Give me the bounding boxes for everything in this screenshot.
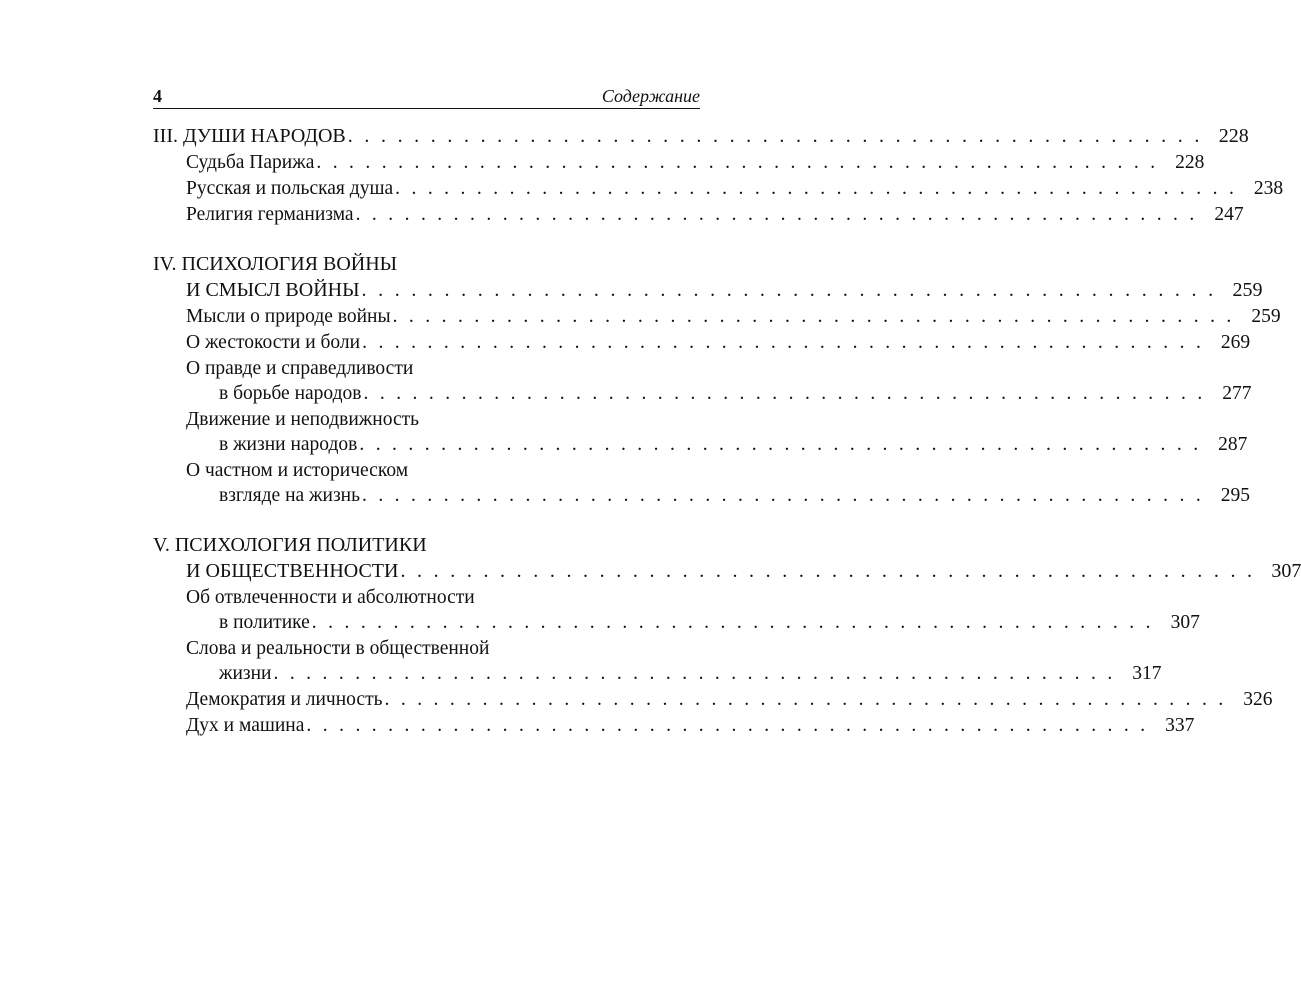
toc-entry[interactable] [153, 687, 1273, 712]
section-page-number: 307 [1271, 560, 1301, 582]
section-title[interactable] [153, 558, 1301, 584]
entry-title-line-1: Об отвлеченности и абсолютности [186, 587, 475, 608]
entry-title: Мысли о природе войны [186, 306, 391, 327]
section-title-text: III. ДУШИ НАРОДОВ [153, 125, 346, 147]
entry-title-line-2: взгляде на жизнь [219, 485, 360, 506]
toc-entry[interactable] [153, 356, 1252, 406]
entry-page-number: 307 [1170, 612, 1200, 633]
toc-section-5 [153, 532, 1301, 738]
entry-title-continuation [186, 610, 1200, 635]
section-title-line-1[interactable]: V. ПСИХОЛОГИЯ ПОЛИТИКИ [153, 534, 427, 556]
entry-page-number: 277 [1222, 383, 1252, 404]
leader-dots: . . . . . . . . . . . . . . . . . . . . . . . . . . . . . . . . . . . . . . . . . . . . . . . . . . . . [392, 306, 1235, 327]
toc-entry[interactable] [153, 585, 1200, 635]
page-number: 4 [153, 86, 162, 106]
entry-title-line-1: Слова и реальности в общественной [186, 638, 490, 659]
entry-title: Судьба Парижа [186, 152, 315, 173]
entry-title-line-1: О частном и историческом [186, 460, 409, 481]
entry-page-number: 228 [1175, 152, 1205, 173]
toc-entry[interactable] [153, 330, 1251, 355]
toc-entry[interactable] [153, 407, 1248, 457]
entry-page-number: 259 [1251, 306, 1281, 327]
entry-title: О жестокости и боли [186, 332, 361, 353]
entry-page-number: 247 [1214, 204, 1244, 225]
entry-page-number: 287 [1218, 434, 1248, 455]
leader-dots: . . . . . . . . . . . . . . . . . . . . . . . . . . . . . . . . . . . . . . . . . . . . . . . . . . . . [400, 560, 1256, 582]
entry-title: Религия германизма [186, 204, 354, 225]
leader-dots: . . . . . . . . . . . . . . . . . . . . . . . . . . . . . . . . . . . . . . . . . . . . . . . . . . . . [347, 125, 1203, 147]
entry-page-number: 337 [1165, 715, 1195, 736]
entry-page-number: 317 [1132, 663, 1162, 684]
entry-title-line-2: жизни [219, 663, 272, 684]
section-title[interactable] [153, 277, 1263, 303]
leader-dots: . . . . . . . . . . . . . . . . . . . . . . . . . . . . . . . . . . . . . . . . . . . . . . . . . . . . [273, 663, 1116, 684]
leader-dots: . . . . . . . . . . . . . . . . . . . . . . . . . . . . . . . . . . . . . . . . . . . . . . . . . . . . [316, 152, 1159, 173]
entry-title-line-2: в политике [219, 612, 310, 633]
section-title-text: И ОБЩЕСТВЕННОСТИ [186, 560, 399, 582]
running-title: Содержание [601, 86, 700, 106]
toc-entry[interactable] [153, 176, 1284, 201]
entry-title-continuation [186, 432, 1248, 457]
leader-dots: . . . . . . . . . . . . . . . . . . . . . . . . . . . . . . . . . . . . . . . . . . . . . . . . . . . . [306, 715, 1149, 736]
toc-section-4 [153, 251, 1281, 508]
toc-section-3 [153, 123, 1284, 227]
section-page-number: 259 [1232, 279, 1263, 301]
leader-dots: . . . . . . . . . . . . . . . . . . . . . . . . . . . . . . . . . . . . . . . . . . . . . . . . . . . . [395, 178, 1238, 199]
entry-title-line-1: Движение и неподвижность [186, 409, 420, 430]
toc-page [153, 84, 1301, 738]
leader-dots: . . . . . . . . . . . . . . . . . . . . . . . . . . . . . . . . . . . . . . . . . . . . . . . . . . . . [384, 689, 1227, 710]
toc-entry[interactable] [153, 713, 1195, 738]
toc-entry[interactable] [153, 304, 1281, 329]
entry-title-line-2: в жизни народов [219, 434, 358, 455]
entry-page-number: 269 [1220, 332, 1251, 353]
leader-dots: . . . . . . . . . . . . . . . . . . . . . . . . . . . . . . . . . . . . . . . . . . . . . . . . . . . . [361, 485, 1205, 506]
entry-page-number: 326 [1243, 689, 1273, 710]
entry-title: Русская и польская душа [186, 178, 394, 199]
leader-dots: . . . . . . . . . . . . . . . . . . . . . . . . . . . . . . . . . . . . . . . . . . . . . . . . . . . . [355, 204, 1198, 225]
entry-title: Дух и машина [186, 715, 305, 736]
leader-dots: . . . . . . . . . . . . . . . . . . . . . . . . . . . . . . . . . . . . . . . . . . . . . . . . . . . . [311, 612, 1154, 633]
toc-entry[interactable] [153, 458, 1251, 508]
toc-entry[interactable] [153, 150, 1205, 175]
toc-entry[interactable] [153, 636, 1162, 686]
leader-dots: . . . . . . . . . . . . . . . . . . . . . . . . . . . . . . . . . . . . . . . . . . . . . . . . . . . . [362, 332, 1205, 353]
entry-title-line-1: О правде и справедливости [186, 358, 414, 379]
leader-dots: . . . . . . . . . . . . . . . . . . . . . . . . . . . . . . . . . . . . . . . . . . . . . . . . . . . . [359, 434, 1202, 455]
entry-title-continuation [186, 483, 1251, 508]
section-page-number: 228 [1218, 125, 1249, 147]
leader-dots: . . . . . . . . . . . . . . . . . . . . . . . . . . . . . . . . . . . . . . . . . . . . . . . . . . . . [363, 383, 1206, 404]
entry-title-continuation [186, 661, 1162, 686]
toc-entry[interactable] [153, 202, 1244, 227]
leader-dots: . . . . . . . . . . . . . . . . . . . . . . . . . . . . . . . . . . . . . . . . . . . . . . . . . . . . [361, 279, 1217, 301]
section-title-text: И СМЫСЛ ВОЙНЫ [186, 279, 360, 301]
section-title-line-1[interactable]: IV. ПСИХОЛОГИЯ ВОЙНЫ [153, 253, 398, 275]
section-title[interactable] [153, 123, 1249, 149]
entry-page-number: 238 [1253, 178, 1284, 199]
entry-title-line-2: в борьбе народов [219, 383, 362, 404]
running-head [153, 84, 700, 109]
entry-page-number: 295 [1220, 485, 1251, 506]
entry-title: Демократия и личность [186, 689, 383, 710]
entry-title-continuation [186, 381, 1252, 406]
